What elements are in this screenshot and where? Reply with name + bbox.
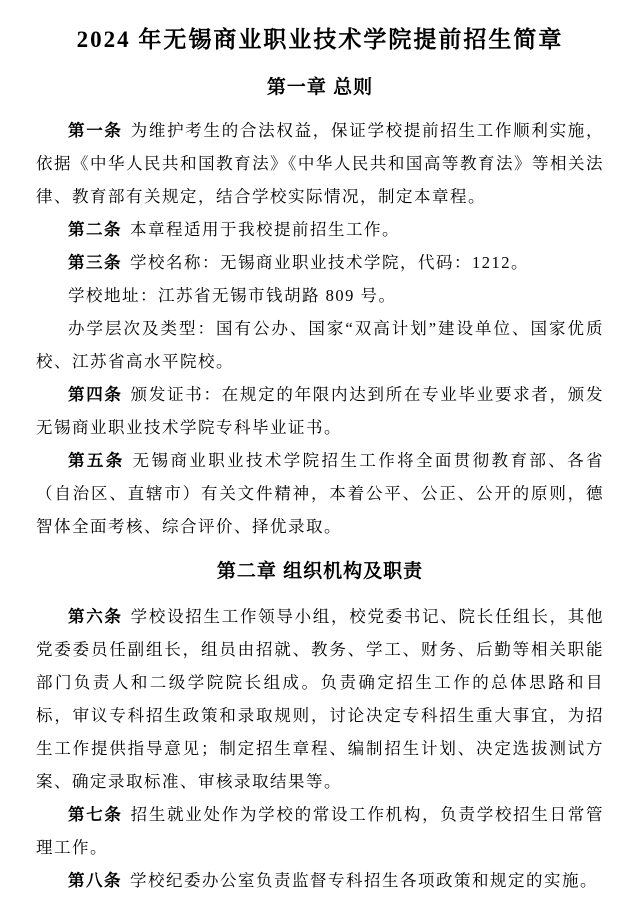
article-3-type — [36, 312, 604, 378]
article-4-text: 颁发证书：在规定的年限内达到所在专业毕业要求者，颁发无锡商业职业技术学院专科毕业证书。 — [36, 385, 605, 437]
chapter-2 — [36, 543, 604, 897]
article-4-label: 第四条 — [68, 385, 123, 404]
article-4 — [36, 378, 604, 444]
article-5-text: 无锡商业职业技术学院招生工作将全面贯彻教育部、各省（自治区、直辖市）有关文件精神，本着公平、公正、公开的原则，德智体全面考核、综合评价、择优录取。 — [36, 451, 605, 536]
article-7 — [36, 798, 604, 864]
article-6 — [36, 585, 604, 798]
article-3-address — [36, 279, 604, 312]
chapter-2-heading: 第二章 组织机构及职责 — [216, 561, 424, 582]
chapter-1 — [36, 56, 604, 543]
article-1-label: 第一条 — [68, 121, 123, 140]
article-1-text: 为维护考生的合法权益，保证学校提前招生工作顺利实施，依据《中华人民共和国教育法》《中华人民共和国高等教育法》等相关法律、教育部有关规定，结合学校实际情况，制定本章程。 — [36, 121, 605, 206]
article-7-label: 第七条 — [68, 805, 123, 824]
article-2 — [36, 213, 604, 246]
article-1 — [36, 101, 604, 213]
article-2-text: 本章程适用于我校提前招生工作。 — [130, 220, 400, 239]
article-5 — [36, 444, 604, 543]
article-2-label: 第二条 — [68, 220, 122, 239]
document-title: 2024 年无锡商业职业技术学院提前招生简章 — [76, 27, 564, 52]
article-7-text: 招生就业处作为学校的常设工作机构，负责学校招生日常管理工作。 — [36, 805, 605, 857]
article-8 — [36, 864, 604, 897]
article-6-label: 第六条 — [68, 607, 123, 626]
article-8-text: 学校纪委办公室负责监督专科招生各项政策和规定的实施。 — [130, 871, 598, 890]
article-3-text: 学校名称：无锡商业职业技术学院，代码：1212。 — [130, 253, 529, 272]
article-3-type-text: 办学层次及类型：国有公办、国家“双高计划”建设单位、国家优质校、江苏省高水平院校。 — [36, 319, 604, 371]
article-5-label: 第五条 — [68, 451, 125, 470]
chapter-1-heading: 第一章 总则 — [266, 77, 374, 98]
article-3 — [36, 246, 604, 279]
article-6-text: 学校设招生工作领导小组，校党委书记、院长任组长，其他党委委员任副组长，组员由招就、教务、学工、财务、后勤等相关职能部门负责人和二级学院院长组成。负责确定招生工作的总体思路和目标，审议专科招生政策和录取规则，讨论决定专科招生重大事宜，为招生工作提供指导意见；制定招生章程、编制招生计划、决定选拔测试方案、确定录取标准、审核录取结果等。 — [36, 607, 605, 791]
article-3-label: 第三条 — [68, 253, 122, 272]
article-3-address-text: 学校地址：江苏省无锡市钱胡路 809 号。 — [68, 286, 397, 305]
article-8-label: 第八条 — [68, 871, 122, 890]
